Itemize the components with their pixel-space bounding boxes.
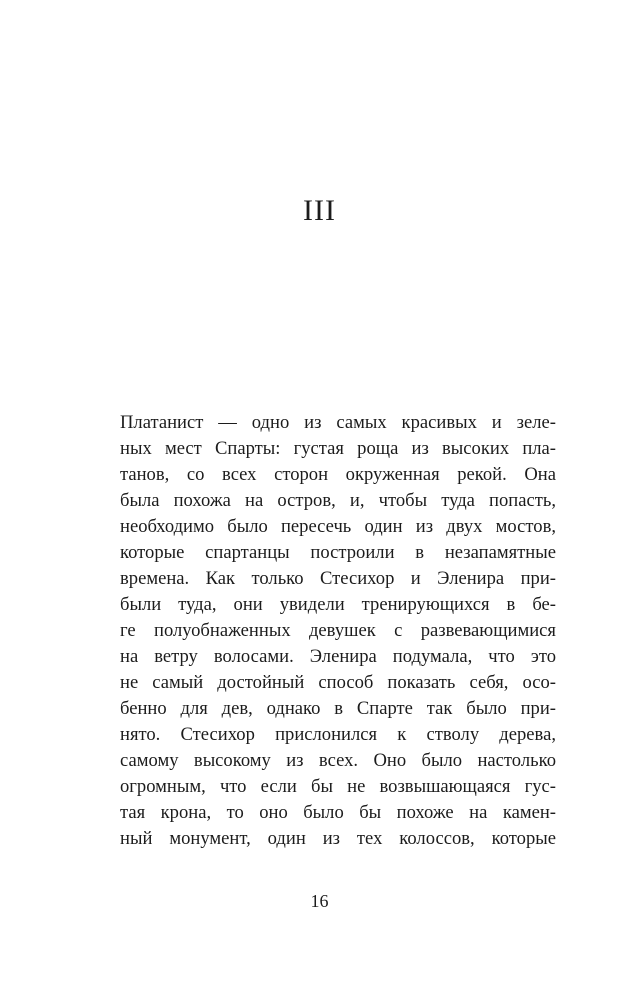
- text-line: была похожа на остров, и, чтобы туда попасть,: [120, 490, 556, 511]
- text-line: нято. Стесихор прислонился к стволу дерева,: [120, 724, 556, 745]
- text-line: необходимо было пересечь один из двух мостов,: [120, 516, 556, 537]
- text-line: были туда, они увидели тренирующихся в бе-: [120, 594, 556, 615]
- text-line: самому высокому из всех. Оно было настолько: [120, 750, 556, 771]
- chapter-heading: III: [303, 194, 336, 227]
- text-line: бенно для дев, однако в Спарте так было при-: [120, 698, 556, 719]
- text-line: ный монумент, один из тех колоссов, которые: [120, 828, 556, 849]
- page-number: 16: [310, 891, 329, 911]
- text-line: огромным, что если бы не возвышающаяся гус-: [120, 776, 556, 797]
- text-line: Платанист — одно из самых красивых и зеле-: [120, 412, 556, 433]
- text-line: танов, со всех сторон окруженная рекой. Она: [120, 464, 556, 485]
- text-line: времена. Как только Стесихор и Эленира при-: [120, 568, 556, 589]
- text-line: ных мест Спарты: густая роща из высоких пла-: [120, 438, 556, 459]
- text-line: которые спартанцы построили в незапамятные: [120, 542, 556, 563]
- text-line: тая крона, то оно было бы похоже на камен-: [120, 802, 556, 823]
- text-line: ге полуобнаженных девушек с развевающимися: [120, 620, 556, 641]
- text-line: не самый достойный способ показать себя, осо-: [120, 672, 556, 693]
- body-text: [120, 410, 556, 852]
- text-line: на ветру волосами. Эленира подумала, что это: [120, 646, 556, 667]
